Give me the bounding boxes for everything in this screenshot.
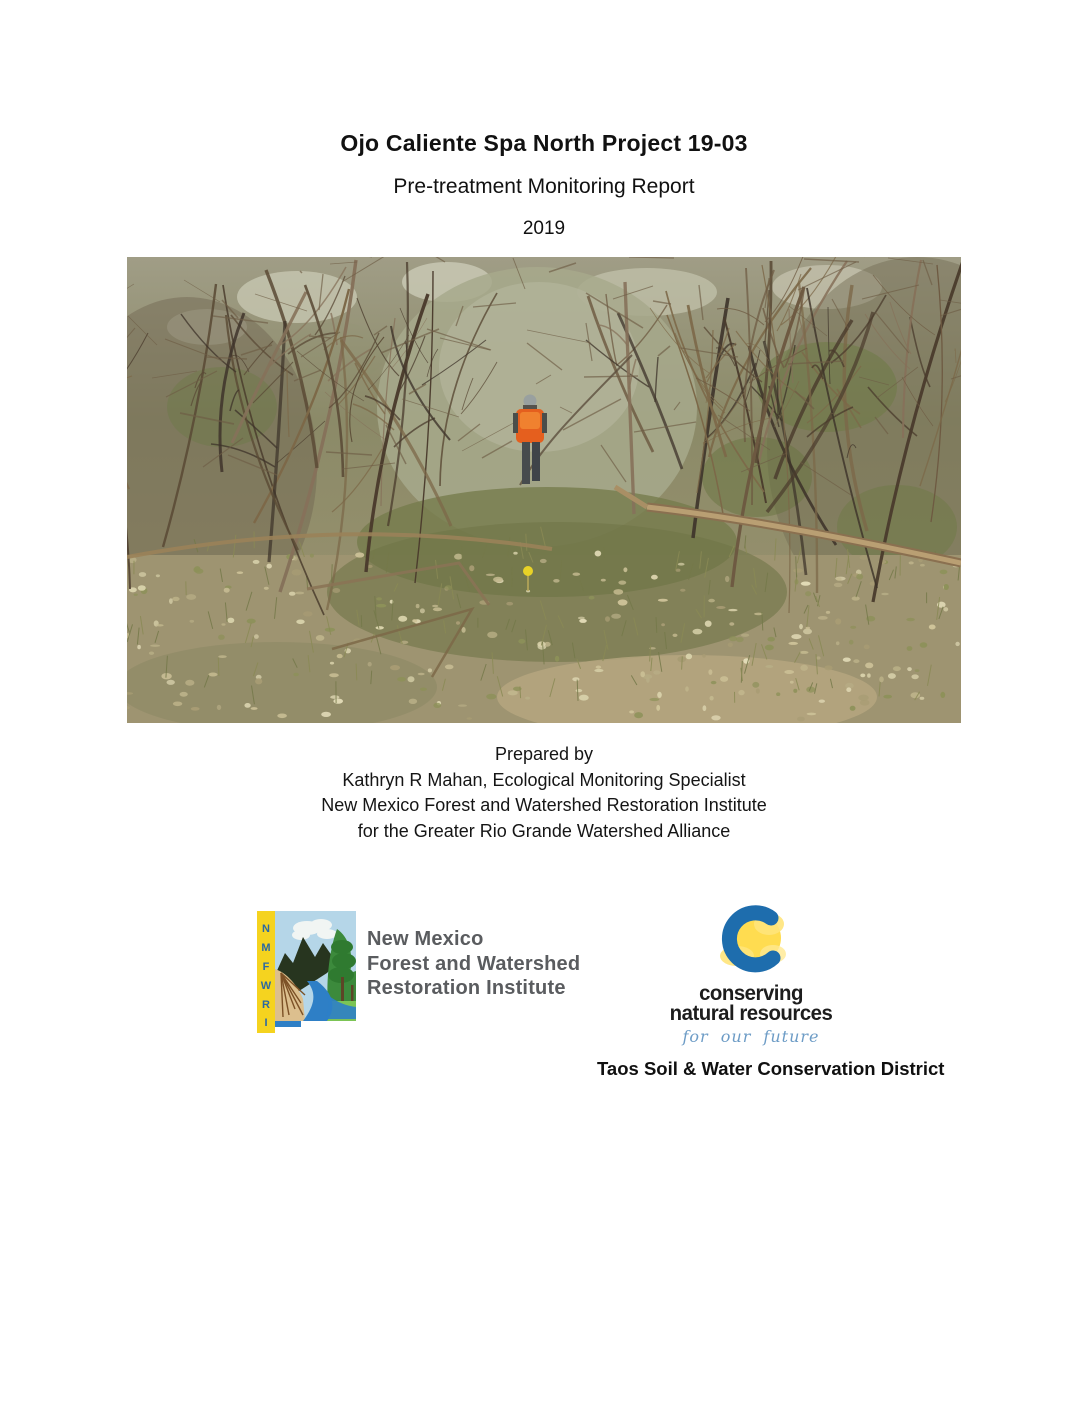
nmfwri-name-line2: Forest and Watershed: [367, 952, 581, 975]
conserving-line1: conserving: [699, 982, 803, 1005]
nmfwri-logo: [257, 911, 580, 1039]
nmfwri-letter-i: I: [264, 1017, 268, 1029]
nmfwri-letter-w: W: [260, 980, 272, 992]
conserving-line2: natural resources: [669, 1002, 833, 1025]
nmfwri-logo-text: [367, 927, 580, 1001]
conserving-tagline: for our future: [682, 1027, 820, 1046]
prepared-by-block: [0, 742, 1088, 844]
page-title: Ojo Caliente Spa North Project 19-03: [340, 130, 748, 156]
prepared-by-author: Kathryn R Mahan, Ecological Monitoring Specialist: [342, 769, 746, 790]
conserving-logo-text: [649, 984, 853, 1024]
nmfwri-letter-f: F: [262, 961, 270, 973]
prepared-by-institute: New Mexico Forest and Watershed Restoration Institute: [321, 795, 767, 815]
nmfwri-letter-m: M: [261, 942, 271, 954]
conserving-logo: [646, 898, 856, 1046]
page-subtitle: Pre-treatment Monitoring Report: [393, 175, 695, 198]
prepared-by-label: Prepared by: [494, 744, 594, 764]
cover-photo: [127, 257, 961, 723]
nmfwri-name-line1: New Mexico: [367, 928, 484, 950]
photo-background: [127, 257, 961, 723]
report-year: 2019: [522, 218, 566, 239]
nmfwri-logo-icon: [257, 911, 357, 1039]
conserving-logo-icon: [691, 898, 811, 982]
nmfwri-letter-n: N: [262, 923, 270, 935]
nmfwri-letter-r: R: [262, 999, 270, 1011]
district-name: Taos Soil & Water Conservation District: [597, 1058, 945, 1079]
cover-photo-illustration: [127, 257, 961, 723]
prepared-by-alliance: for the Greater Rio Grande Watershed Alliance: [357, 820, 731, 841]
nmfwri-name-line3: Restoration Institute: [367, 977, 566, 999]
